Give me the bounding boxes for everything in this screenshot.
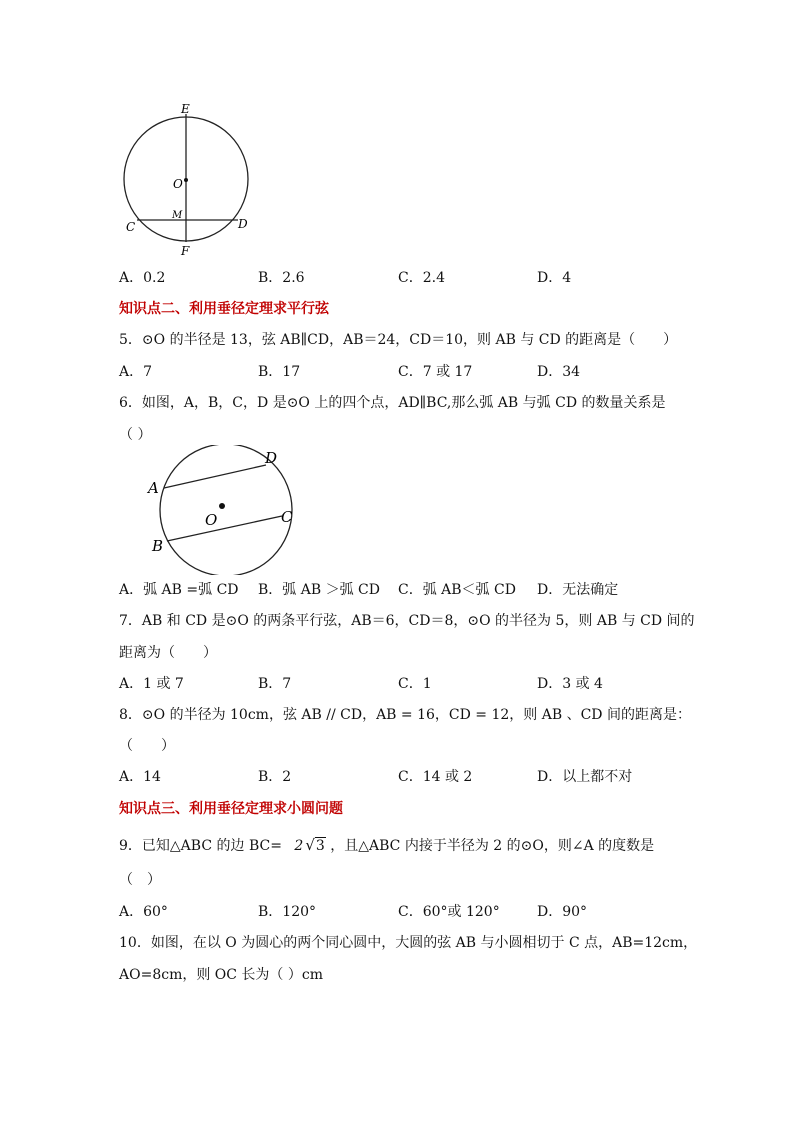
- question-6-paren: （ ）: [119, 427, 152, 443]
- option-b[interactable]: B．2: [258, 769, 292, 785]
- option-d[interactable]: D．无法确定: [537, 582, 619, 598]
- question-5: 5．⊙O 的半径是 13，弦 AB∥CD，AB＝24，CD＝10，则 AB 与 CD 的距离是（ ）: [119, 332, 678, 348]
- option-c[interactable]: C．7 或 17: [398, 364, 473, 380]
- center-point: [219, 503, 225, 509]
- option-a[interactable]: A．60°: [119, 904, 168, 920]
- section-heading-3: 知识点三、利用垂径定理求小圆问题: [119, 801, 343, 817]
- label-a: A: [148, 479, 159, 497]
- chord-bc: [167, 516, 282, 541]
- option-d[interactable]: D．4: [537, 270, 572, 286]
- option-d[interactable]: D．90°: [537, 904, 588, 920]
- q7-options: [119, 674, 679, 694]
- sqrt-expression: √3: [305, 836, 325, 854]
- option-d[interactable]: D．以上都不对: [537, 769, 633, 785]
- label-c: C: [126, 220, 136, 234]
- option-c[interactable]: C．60°或 120°: [398, 904, 500, 920]
- question-7: 7．AB 和 CD 是⊙O 的两条平行弦，AB＝6，CD＝8，⊙O 的半径为 5，则 AB 与 CD 间的: [119, 613, 695, 629]
- chord-ad: [164, 465, 266, 488]
- q5-options: [119, 362, 679, 382]
- option-c[interactable]: C．14 或 2: [398, 769, 473, 785]
- label-e: E: [181, 102, 190, 116]
- label-o: O: [173, 177, 183, 191]
- label-f: F: [181, 244, 190, 258]
- question-10-cont: AO=8cm，则 OC 长为（ ）cm: [119, 967, 323, 983]
- question-9-pre: 9．已知△ABC 的边 BC=: [119, 838, 282, 854]
- label-d: D: [238, 217, 248, 231]
- question-9: [119, 835, 654, 856]
- option-b[interactable]: B．7: [258, 676, 292, 692]
- sqrt-radicand: 3: [315, 838, 325, 854]
- section-heading-2: 知识点二、利用垂径定理求平行弦: [119, 301, 329, 317]
- option-a[interactable]: A．7: [119, 364, 153, 380]
- q6-options: [119, 580, 679, 600]
- center-point: [184, 178, 188, 182]
- option-b[interactable]: B．2.6: [258, 270, 305, 286]
- label-c: C: [281, 508, 293, 526]
- option-d[interactable]: D．34: [537, 364, 581, 380]
- q8-options: [119, 767, 679, 787]
- option-a[interactable]: A．0.2: [119, 270, 166, 286]
- question-6: 6．如图，A，B，C，D 是⊙O 上的四个点，AD∥BC,那么弧 AB 与弧 CD 的数量关系是: [119, 395, 666, 411]
- sqrt-coefficient: 2: [294, 838, 304, 854]
- question-10: 10．如图，在以 O 为圆心的两个同心圆中，大圆的弦 AB 与小圆相切于 C 点，AB=12cm，: [119, 935, 698, 951]
- question-8: 8．⊙O 的半径为 10cm，弦 AB // CD，AB = 16，CD = 12，则 AB 、CD 间的距离是：: [119, 707, 691, 723]
- figure-circle-parallel-chords: [143, 445, 303, 575]
- figure-circle-efcd: [118, 100, 258, 262]
- label-m: M: [172, 210, 183, 221]
- option-b[interactable]: B．120°: [258, 904, 317, 920]
- option-a[interactable]: A．弧 AB =弧 CD: [119, 582, 239, 598]
- q4-options: [119, 268, 679, 288]
- option-b[interactable]: B．17: [258, 364, 301, 380]
- option-d[interactable]: D．3 或 4: [537, 676, 603, 692]
- option-a[interactable]: A．1 或 7: [119, 676, 184, 692]
- question-7-cont: 距离为（ ）: [119, 645, 217, 661]
- label-o: O: [205, 511, 218, 529]
- option-c[interactable]: C．2.4: [398, 270, 445, 286]
- question-8-paren: （ ）: [119, 738, 175, 754]
- q9-options: [119, 902, 679, 922]
- option-b[interactable]: B．弧 AB ＞弧 CD: [258, 582, 380, 598]
- option-c[interactable]: C．弧 AB＜弧 CD: [398, 582, 516, 598]
- option-a[interactable]: A．14: [119, 769, 161, 785]
- option-c[interactable]: C．1: [398, 676, 432, 692]
- question-9-post: ，且△ABC 内接于半径为 2 的⊙O，则∠A 的度数是: [330, 838, 655, 854]
- label-b: B: [152, 537, 164, 555]
- label-d: D: [265, 449, 278, 467]
- question-9-paren: （ ）: [119, 872, 161, 888]
